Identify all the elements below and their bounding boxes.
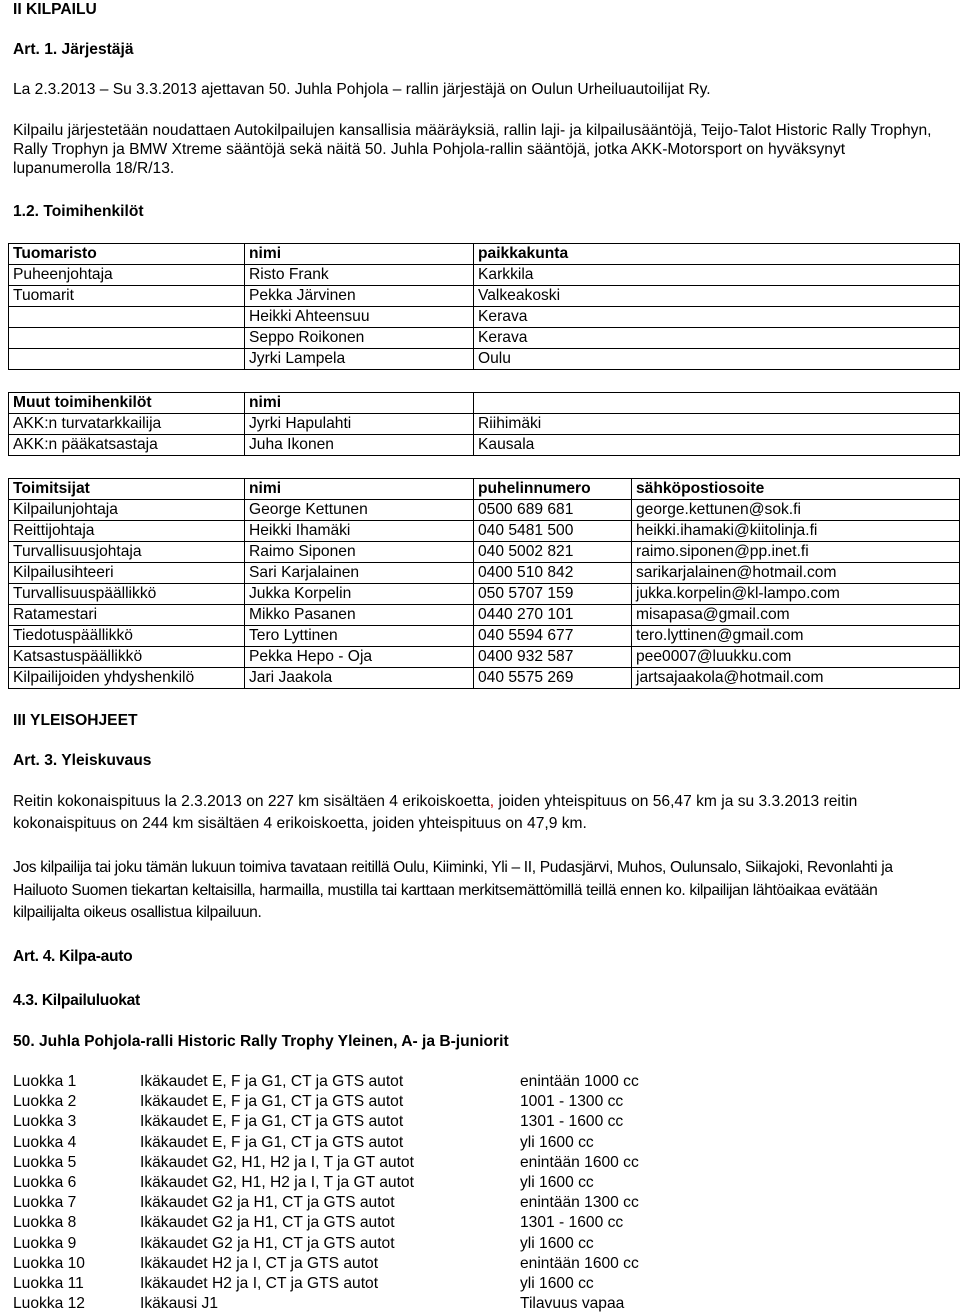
staff-header-cell: nimi xyxy=(245,479,474,500)
staff-cell: George Kettunen xyxy=(245,500,474,521)
staff-cell: Sari Karjalainen xyxy=(245,563,474,584)
class-description: Ikäkaudet G2, H1, H2 ja I, T ja GT autot xyxy=(140,1173,414,1191)
jury-cell: Tuomarit xyxy=(9,286,245,307)
jury-cell: Risto Frank xyxy=(245,265,474,286)
art3-route-text-a: Reitin kokonaispituus la 2.3.2013 on 227 km sisältäen 4 erikoiskoetta xyxy=(13,793,490,810)
staff-cell: 0400 510 842 xyxy=(474,563,632,584)
staff-cell: Reittijohtaja xyxy=(9,521,245,542)
staff-row xyxy=(9,626,960,647)
class-engine-size: 1301 - 1600 cc xyxy=(520,1113,624,1131)
class-number: Luokka 1 xyxy=(13,1073,77,1090)
jury-row xyxy=(9,349,960,370)
staff-cell: 040 5002 821 xyxy=(474,542,632,563)
class-engine-size: Tilavuus vapaa xyxy=(520,1295,625,1313)
staff-cell: Pekka Hepo - Oja xyxy=(245,647,474,668)
jury-row xyxy=(9,307,960,328)
other-officials-cell: Kausala xyxy=(474,435,960,456)
jury-cell: Oulu xyxy=(474,349,960,370)
class-description: Ikäkaudet G2 ja H1, CT ja GTS autot xyxy=(140,1214,395,1232)
other-officials-header-cell: nimi xyxy=(245,393,474,414)
staff-cell: tero.lyttinen@gmail.com xyxy=(632,626,960,647)
staff-row xyxy=(9,605,960,626)
art3-rules-paragraph: Jos kilpailija tai joku tämän lukuun toimiva tavataan reitillä Oulu, Kiiminki, Yli – II, Pudasjärvi, Muhos, Oulunsalo, Siikajoki, Revonlahti ja Hailuoto Suomen tiekartan keltaisilla, harmailla, mustilla tai karttaan merkitsemättömillä teillä ennen ko. kilpailijan lähtöaikaa evätään kilpailijalta oikeus osallistua kilpailuun. xyxy=(13,859,893,921)
staff-cell: Ratamestari xyxy=(9,605,245,626)
jury-cell: Valkeakoski xyxy=(474,286,960,307)
jury-header-cell: Tuomaristo xyxy=(9,244,245,265)
staff-cell: Jukka Korpelin xyxy=(245,584,474,605)
class-number: Luokka 8 xyxy=(13,1214,77,1232)
class-description: Ikäkaudet H2 ja I, CT ja GTS autot xyxy=(140,1254,379,1272)
staff-cell: 040 5481 500 xyxy=(474,521,632,542)
class-description: Ikäkaudet G2 ja H1, CT ja GTS autot xyxy=(140,1234,395,1252)
jury-cell: Seppo Roikonen xyxy=(245,328,474,349)
staff-cell: 040 5575 269 xyxy=(474,668,632,689)
staff-row xyxy=(9,542,960,563)
class-description: Ikäkausi J1 xyxy=(140,1295,219,1313)
staff-header-cell: puhelinnumero xyxy=(474,479,632,500)
staff-row xyxy=(9,668,960,689)
class-engine-size: enintään 1600 cc xyxy=(520,1254,639,1272)
other-officials-cell: AKK:n pääkatsastaja xyxy=(9,435,245,456)
staff-cell: heikki.ihamaki@kiitolinja.fi xyxy=(632,521,960,542)
other-officials-cell: AKK:n turvatarkkailija xyxy=(9,414,245,435)
jury-cell: Puheenjohtaja xyxy=(9,265,245,286)
other-officials-row xyxy=(9,435,960,456)
class-description: Ikäkaudet E, F ja G1, CT ja GTS autot xyxy=(140,1133,404,1151)
art3-route-comma: , xyxy=(489,793,495,810)
staff-cell: Turvallisuusjohtaja xyxy=(9,542,245,563)
section-title-yleisohjeet: III YLEISOHJEET xyxy=(13,712,138,729)
staff-header-cell: sähköpostiosoite xyxy=(632,479,960,500)
officials-title: 1.2. Toimihenkilöt xyxy=(13,203,144,220)
class-number: Luokka 5 xyxy=(13,1153,77,1171)
staff-header-cell: Toimitsijat xyxy=(9,479,245,500)
staff-cell: Tero Lyttinen xyxy=(245,626,474,647)
staff-cell: Turvallisuuspäällikkö xyxy=(9,584,245,605)
class-description: Ikäkaudet E, F ja G1, CT ja GTS autot xyxy=(140,1113,404,1131)
other-officials-header-row xyxy=(9,393,960,414)
staff-cell: Kilpailusihteeri xyxy=(9,563,245,584)
staff-cell: 040 5594 677 xyxy=(474,626,632,647)
class-engine-size: yli 1600 cc xyxy=(520,1234,594,1252)
other-officials-table xyxy=(8,392,960,456)
jury-cell: Kerava xyxy=(474,307,960,328)
staff-row xyxy=(9,500,960,521)
staff-row xyxy=(9,647,960,668)
class-engine-size: yli 1600 cc xyxy=(520,1274,594,1292)
jury-cell xyxy=(9,307,245,328)
class-number: Luokka 7 xyxy=(13,1194,77,1212)
jury-cell: Jyrki Lampela xyxy=(245,349,474,370)
section-title-kilpailu: II KILPAILU xyxy=(13,1,97,18)
class-engine-size: enintään 1300 cc xyxy=(520,1194,639,1212)
staff-cell: sarikarjalainen@hotmail.com xyxy=(632,563,960,584)
art3-route-text-b: joiden yhteispituus on 56,47 km ja su 3.3.2013 reitin kokonaispituus on 244 km sisältäen 4 erikoiskoetta, joiden yhteispituus on 47,9 km. xyxy=(13,793,858,832)
class-number: Luokka 12 xyxy=(13,1295,85,1313)
class-number: Luokka 2 xyxy=(13,1093,77,1111)
class-engine-size: enintään 1600 cc xyxy=(520,1153,639,1171)
class-number: Luokka 6 xyxy=(13,1173,77,1191)
jury-row xyxy=(9,286,960,307)
staff-cell: Raimo Siponen xyxy=(245,542,474,563)
staff-cell: 0400 932 587 xyxy=(474,647,632,668)
other-officials-header-cell xyxy=(474,393,960,414)
class-description: Ikäkaudet G2, H1, H2 ja I, T ja GT autot xyxy=(140,1153,414,1171)
class-number: Luokka 9 xyxy=(13,1234,77,1252)
art1-organizer-line: La 2.3.2013 – Su 3.3.2013 ajettavan 50. Juhla Pohjola – rallin järjestäjä on Oulun Urheiluautoilijat Ry. xyxy=(13,81,711,98)
staff-cell: Mikko Pasanen xyxy=(245,605,474,626)
art4-title: Art. 4. Kilpa-auto xyxy=(13,948,133,965)
class-engine-size: enintään 1000 cc xyxy=(520,1073,639,1090)
staff-header-row xyxy=(9,479,960,500)
other-officials-cell: Riihimäki xyxy=(474,414,960,435)
other-officials-cell: Jyrki Hapulahti xyxy=(245,414,474,435)
staff-cell: Kilpailunjohtaja xyxy=(9,500,245,521)
jury-cell xyxy=(9,328,245,349)
staff-cell: pee0007@luukku.com xyxy=(632,647,960,668)
other-officials-header-cell: Muut toimihenkilöt xyxy=(9,393,245,414)
jury-table xyxy=(8,243,960,370)
class-engine-size: 1301 - 1600 cc xyxy=(520,1214,624,1232)
art3-route-paragraph xyxy=(13,791,943,834)
jury-row xyxy=(9,328,960,349)
staff-cell: Heikki Ihamäki xyxy=(245,521,474,542)
class-description: Ikäkaudet G2 ja H1, CT ja GTS autot xyxy=(140,1194,395,1212)
jury-header-row xyxy=(9,244,960,265)
jury-row xyxy=(9,265,960,286)
staff-row xyxy=(9,584,960,605)
staff-cell: Tiedotuspäällikkö xyxy=(9,626,245,647)
art3-title: Art. 3. Yleiskuvaus xyxy=(13,752,152,769)
jury-cell: Kerava xyxy=(474,328,960,349)
class-number: Luokka 10 xyxy=(13,1254,85,1272)
class-description: Ikäkaudet E, F ja G1, CT ja GTS autot xyxy=(140,1073,404,1090)
staff-table xyxy=(8,478,960,689)
staff-cell: Kilpailijoiden yhdyshenkilö xyxy=(9,668,245,689)
staff-row xyxy=(9,521,960,542)
staff-cell: jartsajaakola@hotmail.com xyxy=(632,668,960,689)
class-engine-size: 1001 - 1300 cc xyxy=(520,1093,624,1111)
class-number: Luokka 11 xyxy=(13,1274,84,1292)
staff-cell: 0440 270 101 xyxy=(474,605,632,626)
other-officials-cell: Juha Ikonen xyxy=(245,435,474,456)
art1-title: Art. 1. Järjestäjä xyxy=(13,41,134,58)
class-number: Luokka 4 xyxy=(13,1133,77,1151)
class-engine-size: yli 1600 cc xyxy=(520,1133,594,1151)
class-number: Luokka 3 xyxy=(13,1113,77,1131)
jury-header-cell: paikkakunta xyxy=(474,244,960,265)
class-heading: 50. Juhla Pohjola-ralli Historic Rally Trophy Yleinen, A- ja B-juniorit xyxy=(13,1033,509,1050)
staff-cell: 050 5707 159 xyxy=(474,584,632,605)
jury-cell: Heikki Ahteensuu xyxy=(245,307,474,328)
staff-cell: 0500 689 681 xyxy=(474,500,632,521)
staff-cell: george.kettunen@sok.fi xyxy=(632,500,960,521)
jury-cell xyxy=(9,349,245,370)
class-description: Ikäkaudet H2 ja I, CT ja GTS autot xyxy=(140,1274,379,1292)
staff-cell: Jari Jaakola xyxy=(245,668,474,689)
class-engine-size: yli 1600 cc xyxy=(520,1173,594,1191)
class-description: Ikäkaudet E, F ja G1, CT ja GTS autot xyxy=(140,1093,404,1111)
staff-cell: Katsastuspäällikkö xyxy=(9,647,245,668)
jury-cell: Karkkila xyxy=(474,265,960,286)
staff-row xyxy=(9,563,960,584)
staff-cell: misapasa@gmail.com xyxy=(632,605,960,626)
staff-cell: jukka.korpelin@kl-lampo.com xyxy=(632,584,960,605)
art1-rules-paragraph: Kilpailu järjestetään noudattaen Autokilpailujen kansallisia määräyksiä, rallin laji- ja kilpailusääntöjä, Teijo-Talot Historic Rally Trophyn, Rally Trophyn ja BMW Xtreme sääntöjä sekä näitä 50. Juhla Pohjola-rallin sääntöjä, jotka AKK-Motorsport on hyväksynyt lupanumerolla 18/R/13. xyxy=(13,122,932,177)
jury-header-cell: nimi xyxy=(245,244,474,265)
staff-cell: raimo.siponen@pp.inet.fi xyxy=(632,542,960,563)
jury-cell: Pekka Järvinen xyxy=(245,286,474,307)
other-officials-row xyxy=(9,414,960,435)
art43-title: 4.3. Kilpailuluokat xyxy=(13,992,140,1009)
